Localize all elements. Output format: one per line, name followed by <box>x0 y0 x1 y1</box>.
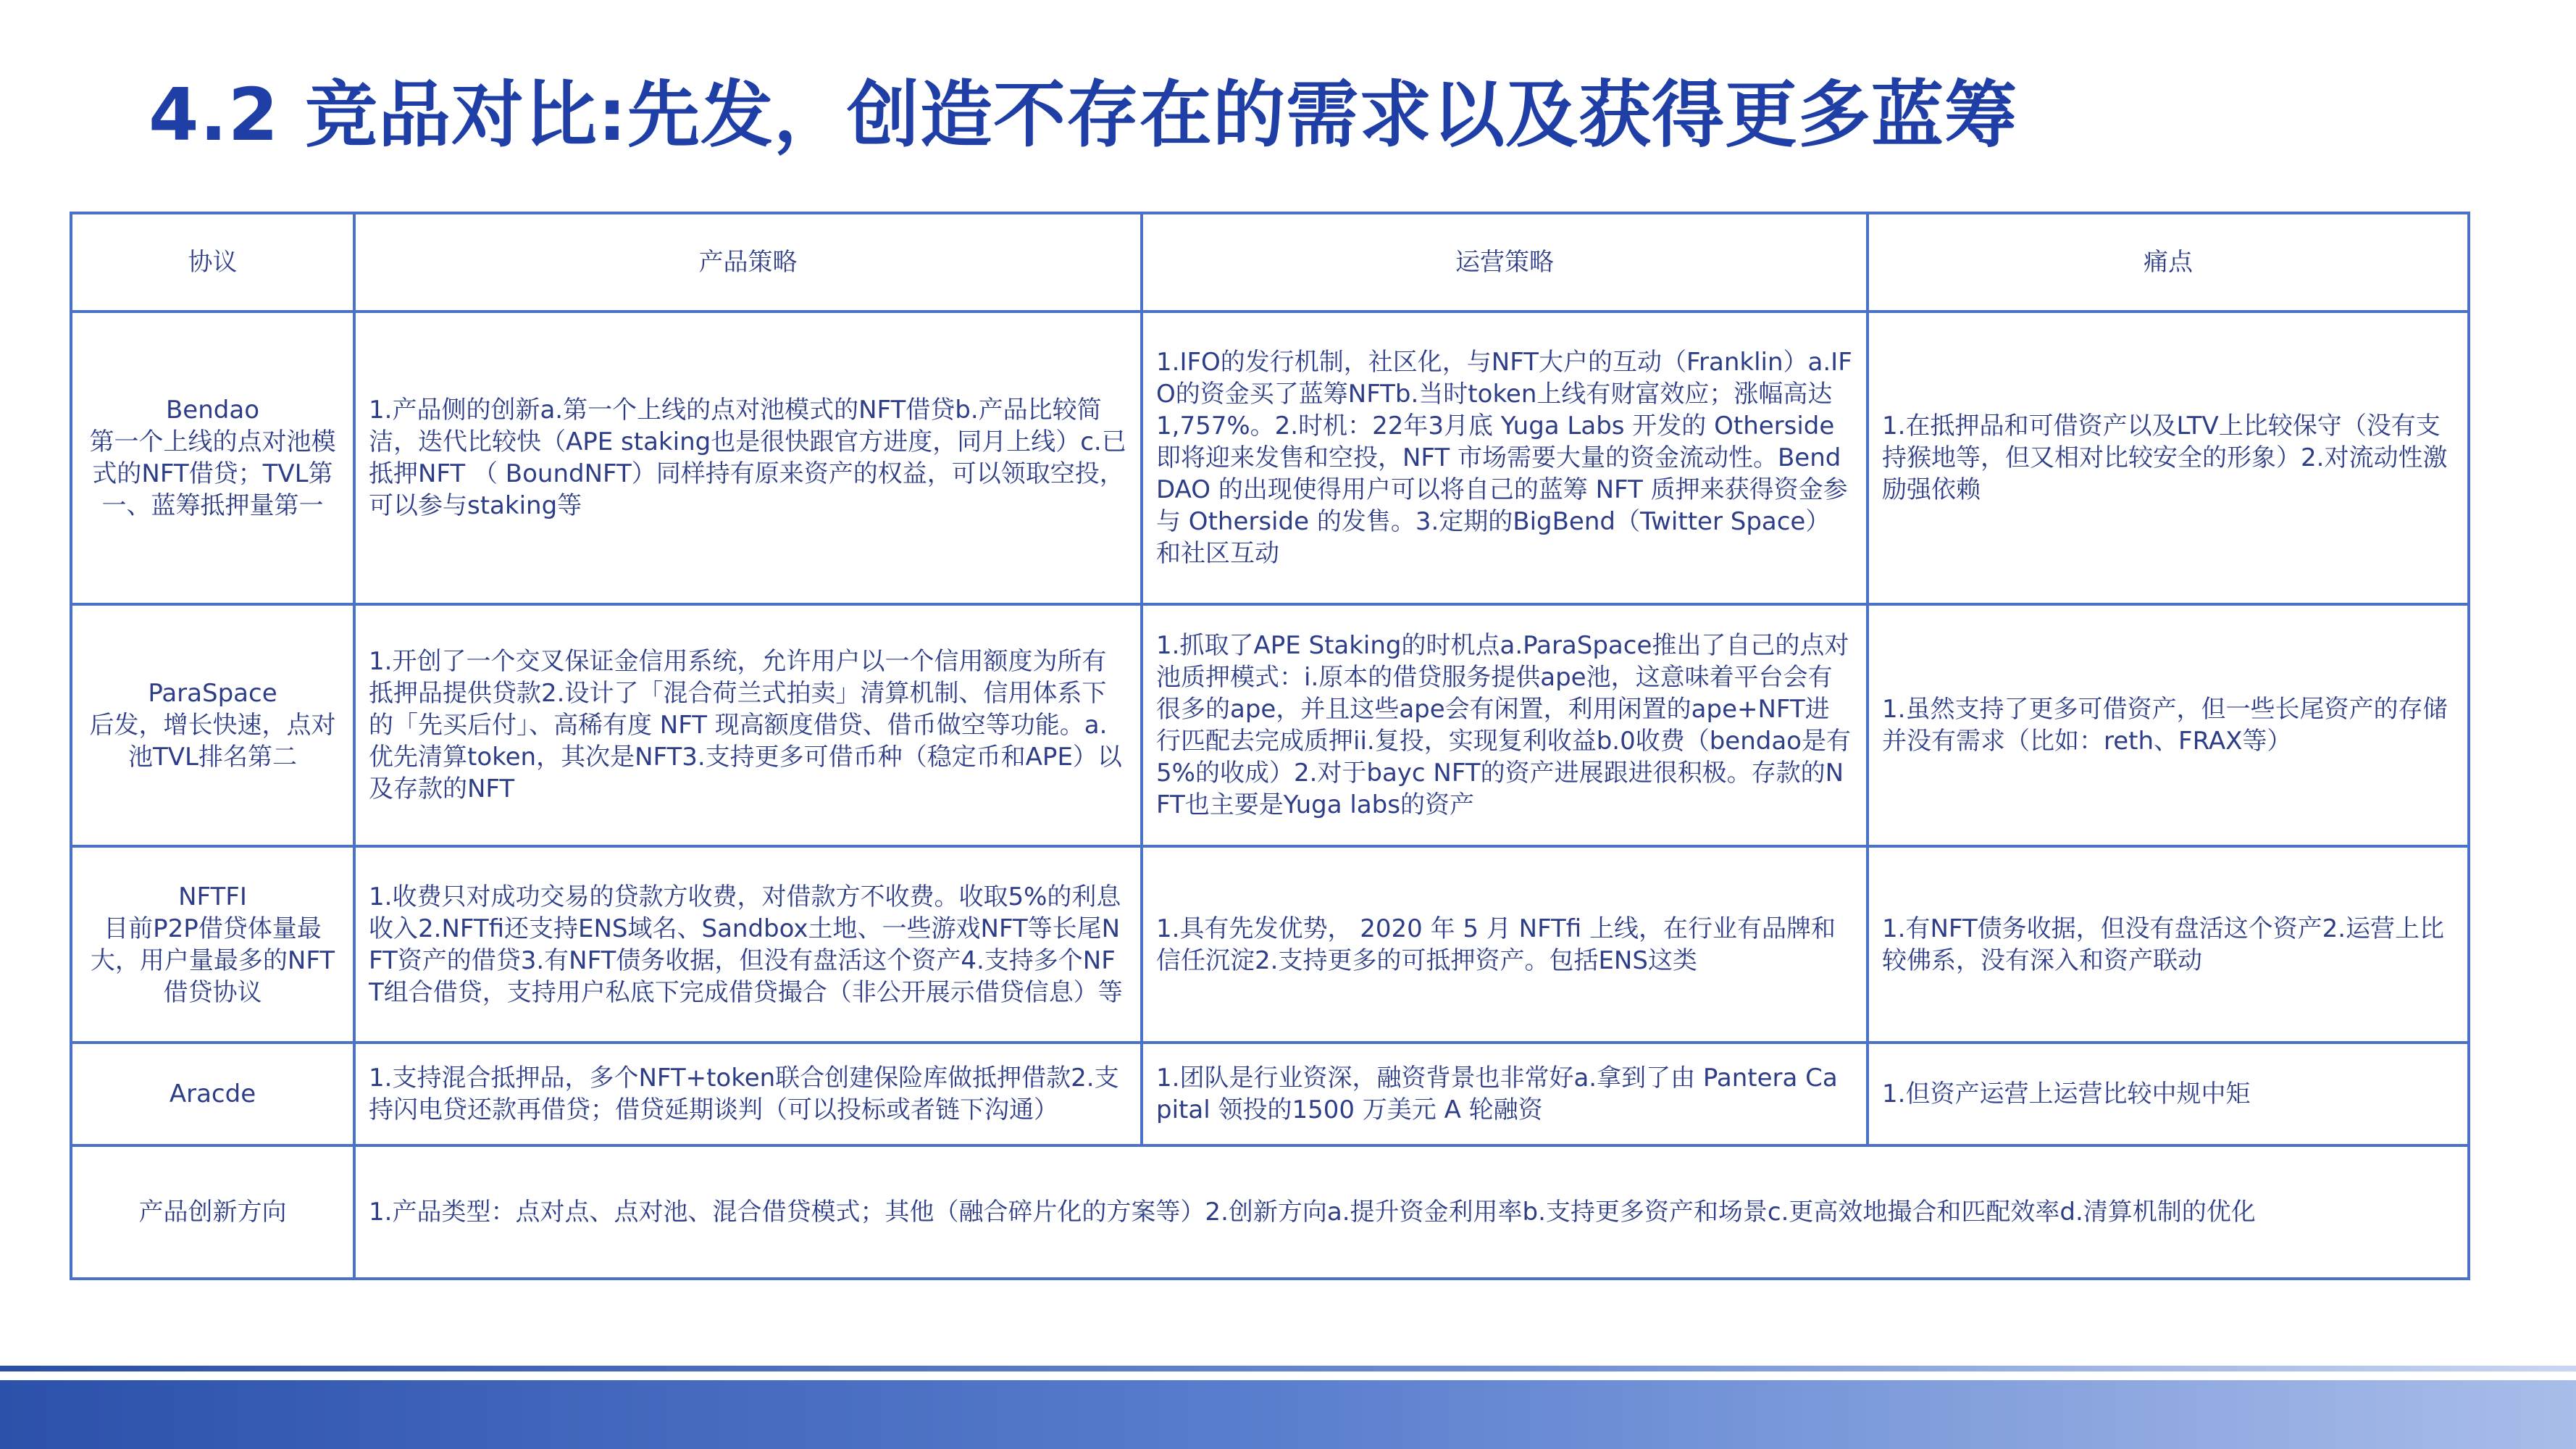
protocol-cell <box>71 1043 354 1145</box>
operation-strategy-cell: 1.抓取了APE Staking的时机点a.ParaSpace推出了自己的点对池质押模式：i.原本的借贷服务提供ape池，这意味着平台会有很多的ape，并且这些ape会有闲置，利用闲置的ape+NFT进行匹配去完成质押ii.复投，实现复利收益b.0收费（bendao是有5%的收成）2.对于bayc NFT的资产进展跟进很积极。存款的NFT也主要是Yuga labs的资产 <box>1142 604 1868 846</box>
innovation-content: 1.产品类型：点对点、点对池、混合借贷模式；其他（融合碎片化的方案等）2.创新方向a.提升资金利用率b.支持更多资产和场景c.更高效地撮合和匹配效率d.清算机制的优化 <box>354 1145 2469 1279</box>
innovation-row <box>71 1145 2469 1279</box>
protocol-desc: 第一个上线的点对池模式的NFT借贷；TVL第一、蓝筹抵押量第一 <box>89 427 336 520</box>
header-pain-points: 痛点 <box>1868 213 2469 312</box>
product-strategy-cell: 1.产品侧的创新a.第一个上线的点对池模式的NFT借贷b.产品比较简洁，迭代比较快（APE staking也是很快跟官方进度，同月上线）c.已抵押NFT （ BoundNFT）同样持有原来资产的权益，可以领取空投，可以参与staking等 <box>354 312 1142 604</box>
comparison-table <box>70 212 2470 1280</box>
protocol-name: ParaSpace <box>148 679 277 708</box>
operation-strategy-cell: 1.IFO的发行机制，社区化，与NFT大户的互动（Franklin）a.IFO的资金买了蓝筹NFTb.当时token上线有财富效应；涨幅高达 1,757%。2.时机：22年3月底 Yuga Labs 开发的 Otherside 即将迎来发售和空投，NFT 市场需要大量的资金流动性。BendDAO 的出现使得用户可以将自己的蓝筹 NFT 质押来获得资金参与 Otherside 的发售。3.定期的BigBend（Twitter Space）和社区互动 <box>1142 312 1868 604</box>
product-strategy-cell: 1.收费只对成功交易的贷款方收费，对借款方不收费。收取5%的利息收入2.NFTfi还支持ENS域名、Sandbox土地、一些游戏NFT等长尾NFT资产的借贷3.有NFT债务收据，但没有盘活这个资产4.支持多个NFT组合借贷，支持用户私底下完成借贷撮合（非公开展示借贷信息）等 <box>354 846 1142 1043</box>
header-product-strategy: 产品策略 <box>354 213 1142 312</box>
footer-band <box>0 1380 2576 1449</box>
pain-points-cell: 1.虽然支持了更多可借资产，但一些长尾资产的存储并没有需求（比如：reth、FRAX等） <box>1868 604 2469 846</box>
page-title: 4.2 竞品对比:先发，创造不存在的需求以及获得更多蓝筹 <box>149 72 2017 157</box>
footer-divider <box>0 1366 2576 1371</box>
protocol-name: Aracde <box>169 1080 256 1108</box>
header-protocol: 协议 <box>71 213 354 312</box>
product-strategy-cell: 1.开创了一个交叉保证金信用系统，允许用户以一个信用额度为所有抵押品提供贷款2.设计了「混合荷兰式拍卖」清算机制、信用体系下的「先买后付」、高稀有度 NFT 现高额度借贷、借币做空等功能。a.优先清算token，其次是NFT3.支持更多可借币种（稳定币和APE）以及存款的NFT <box>354 604 1142 846</box>
table-row <box>71 1043 2469 1145</box>
table-row <box>71 312 2469 604</box>
table-header-row <box>71 213 2469 312</box>
table-row <box>71 846 2469 1043</box>
protocol-desc: 后发，增长快速，点对池TVL排名第二 <box>89 711 336 772</box>
protocol-cell <box>71 312 354 604</box>
operation-strategy-cell: 1.具有先发优势， 2020 年 5 月 NFTfi 上线，在行业有品牌和信任沉淀2.支持更多的可抵押资产。包括ENS这类 <box>1142 846 1868 1043</box>
table-row <box>71 604 2469 846</box>
protocol-desc: 目前P2P借贷体量最大，用户量最多的NFT借贷协议 <box>90 914 335 1007</box>
protocol-name: Bendao <box>165 396 259 425</box>
pain-points-cell: 1.在抵押品和可借资产以及LTV上比较保守（没有支持猴地等，但又相对比较安全的形象）2.对流动性激励强依赖 <box>1868 312 2469 604</box>
innovation-label: 产品创新方向 <box>71 1145 354 1279</box>
protocol-cell <box>71 846 354 1043</box>
operation-strategy-cell: 1.团队是行业资深，融资背景也非常好a.拿到了由 Pantera Capital 领投的1500 万美元 A 轮融资 <box>1142 1043 1868 1145</box>
header-operation-strategy: 运营策略 <box>1142 213 1868 312</box>
protocol-cell <box>71 604 354 846</box>
pain-points-cell: 1.但资产运营上运营比较中规中矩 <box>1868 1043 2469 1145</box>
pain-points-cell: 1.有NFT债务收据，但没有盘活这个资产2.运营上比较佛系，没有深入和资产联动 <box>1868 846 2469 1043</box>
protocol-name: NFTFI <box>178 882 247 911</box>
product-strategy-cell: 1.支持混合抵押品，多个NFT+token联合创建保险库做抵押借款2.支持闪电贷还款再借贷；借贷延期谈判（可以投标或者链下沟通） <box>354 1043 1142 1145</box>
